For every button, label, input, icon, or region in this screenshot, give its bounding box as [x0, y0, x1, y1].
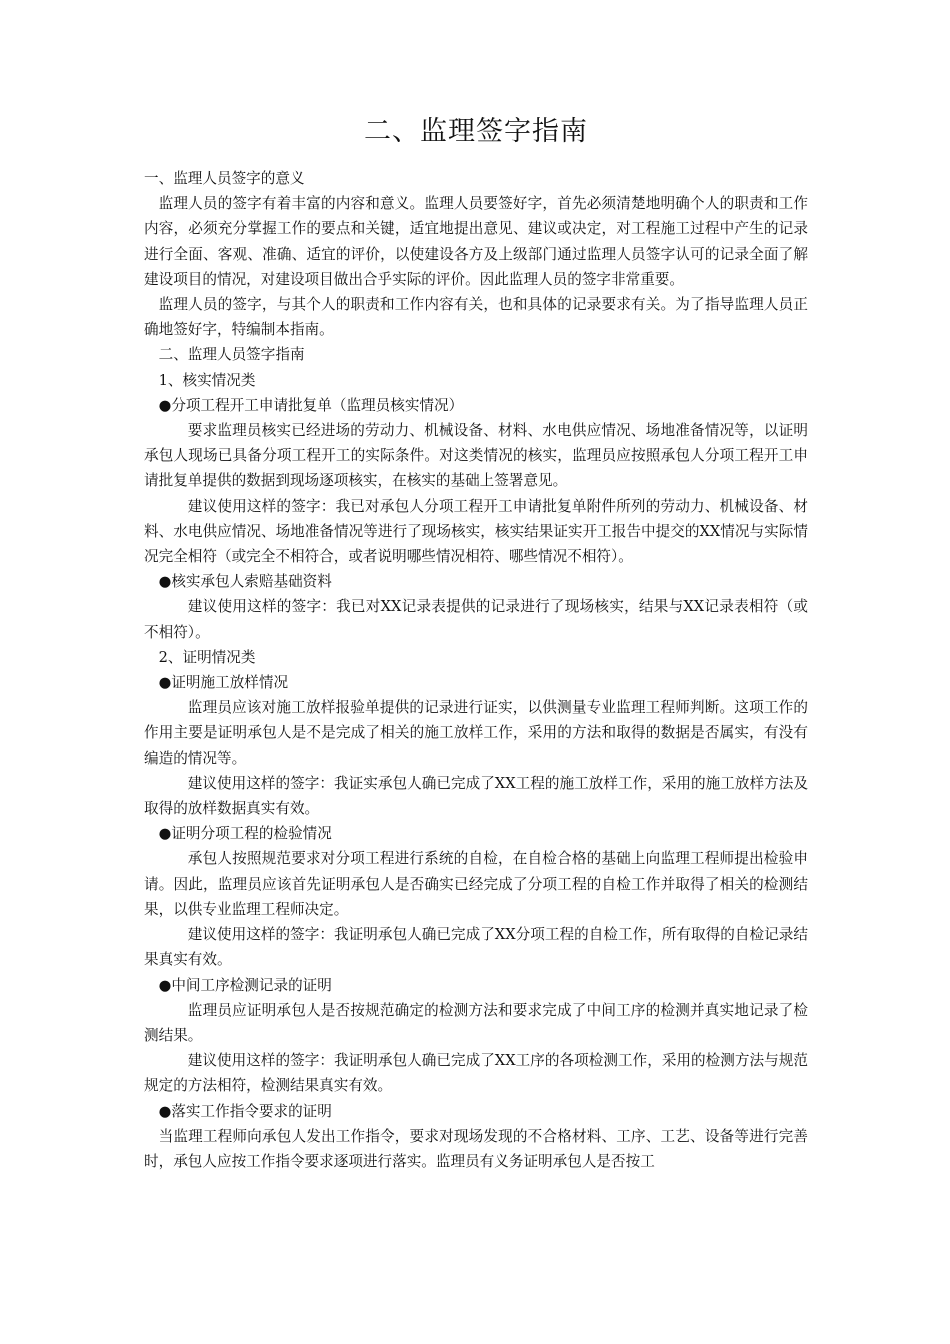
bullet-heading: ●证明施工放样情况 — [158, 674, 289, 692]
bullet-heading: ●证明分项工程的检验情况 — [158, 825, 332, 843]
paragraph: 建议使用这样的签字：我证实承包人确已完成了XX工程的施工放样工作，采用的施工放样方法及取得的放样数据真实有效。 — [144, 774, 808, 818]
paragraph: 建议使用这样的签字：我已对XX记录表提供的记录进行了现场核实，结果与XX记录表相符（或不相符）。 — [144, 598, 808, 641]
paragraph: 建议使用这样的签字：我证明承包人确已完成了XX分项工程的自检工作，所有取得的自检记录结果真实有效。 — [144, 926, 808, 969]
section-heading: 一、监理人员签字的意义 — [144, 170, 305, 187]
section-heading: 1、核实情况类 — [158, 371, 256, 389]
section-heading: 2、证明情况类 — [158, 648, 256, 666]
document-title: 二、监理签字指南 — [364, 116, 588, 147]
bullet-heading: ●落实工作指令要求的证明 — [158, 1102, 332, 1120]
document-page — [144, 112, 808, 1174]
bullet-heading: ●核实承包人索赔基础资料 — [158, 573, 332, 591]
paragraph: 承包人按照规范要求对分项工程进行系统的自检，在自检合格的基础上向监理工程师提出检验申请。因此，监理员应该首先证明承包人是否确实已经完成了分项工程的自检工作并取得了相关的检测结果，以供专业监理工程师决定。 — [144, 850, 808, 918]
paragraph: 要求监理员核实已经进场的劳动力、机械设备、材料、水电供应情况、场地准备情况等，以证明承包人现场已具备分项工程开工的实际条件。对这类情况的核实，监理员应按照承包人分项工程开工申请批复单提供的数据到现场逐项核实，在核实的基础上签署意见。 — [144, 422, 808, 490]
bullet-heading: ●分项工程开工申请批复单（监理员核实情况） — [158, 396, 464, 414]
bullet-heading: ●中间工序检测记录的证明 — [158, 976, 332, 994]
section-heading: 二、监理人员签字指南 — [158, 346, 305, 364]
paragraph: 建议使用这样的签字：我已对承包人分项工程开工申请批复单附件所列的劳动力、机械设备、材料、水电供应情况、场地准备情况等进行了现场核实，核实结果证实开工报告中提交的XX情况与实际情况完全相符（或完全不相符合，或者说明哪些情况相符、哪些情况不相符）。 — [144, 497, 808, 566]
paragraph: 监理人员的签字有着丰富的内容和意义。监理人员要签好字，首先必须清楚地明确个人的职责和工作内容，必须充分掌握工作的要点和关键，适宜地提出意见、建议或决定，对工程施工过程中产生的记录进行全面、客观、准确、适宜的评价，以使建设各方及上级部门通过监理人员签字认可的记录全面了解建设项目的情况，对建设项目做出合乎实际的评价。因此监理人员的签字非常重要。 — [144, 195, 808, 288]
paragraph: 监理员应该对施工放样报验单提供的记录进行证实，以供测量专业监理工程师判断。这项工作的作用主要是证明承包人是不是完成了相关的施工放样工作，采用的方法和取得的数据是否属实，有没有编造的情况等。 — [144, 699, 808, 767]
paragraph: 监理员应证明承包人是否按规范确定的检测方法和要求完成了中间工序的检测并真实地记录了检测结果。 — [144, 1001, 808, 1044]
paragraph: 当监理工程师向承包人发出工作指令，要求对现场发现的不合格材料、工序、工艺、设备等进行完善时，承包人应按工作指令要求逐项进行落实。监理员有义务证明承包人是否按工 — [144, 1127, 808, 1170]
paragraph: 建议使用这样的签字：我证明承包人确已完成了XX工序的各项检测工作，采用的检测方法与规范规定的方法相符，检测结果真实有效。 — [144, 1052, 808, 1095]
paragraph: 监理人员的签字，与其个人的职责和工作内容有关，也和具体的记录要求有关。为了指导监理人员正确地签好字，特编制本指南。 — [144, 296, 808, 339]
document-body — [144, 166, 808, 1174]
